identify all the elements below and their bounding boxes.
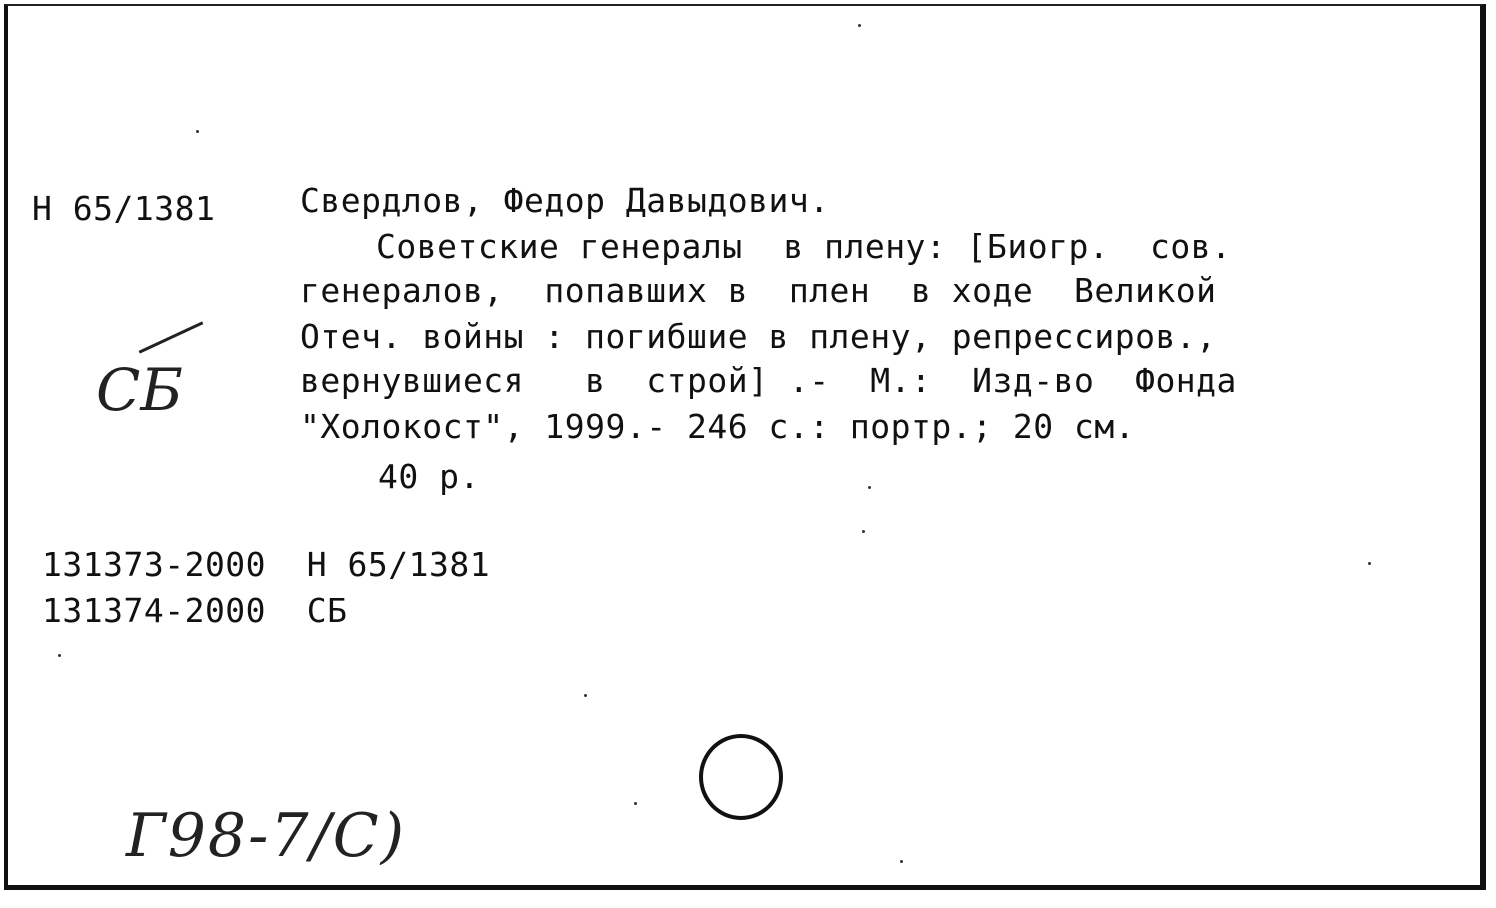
handwritten-code: Г98-7/С) (126, 801, 407, 871)
title-line: вернувшиеся в строй] .- М.: Изд-во Фонда (300, 361, 1237, 400)
inventory-location: Н 65/1381 (306, 545, 491, 584)
title-line: "Холокост", 1999.- 246 с.: портр.; 20 см. (300, 407, 1136, 446)
speck (634, 802, 637, 805)
title-line: Отеч. войны : погибшие в плену, репрессиров., (300, 317, 1217, 356)
title-line: генералов, попавших в плен в ходе Великой (300, 271, 1217, 310)
punch-hole (699, 734, 783, 820)
speck (58, 654, 61, 657)
handwritten-mark: СБ (96, 356, 183, 424)
inventory-location: СБ (306, 591, 348, 630)
speck (584, 694, 587, 697)
inventory-number: 131373-2000 (42, 545, 267, 584)
catalog-card (4, 4, 1486, 890)
speck (1368, 562, 1371, 565)
inventory-number: 131374-2000 (42, 591, 267, 630)
inventory-entry (42, 542, 490, 588)
handwritten-stroke (139, 321, 204, 353)
speck (900, 860, 903, 863)
price: 40 р. (378, 457, 480, 496)
title-line: Советские генералы в плену: [Биогр. сов. (376, 227, 1232, 266)
speck (196, 130, 199, 133)
inventory-entry (42, 588, 348, 634)
author-heading: Свердлов, Федор Давыдович. (300, 181, 830, 220)
speck (858, 24, 861, 27)
speck (868, 486, 871, 489)
call-number: Н 65/1381 (32, 189, 216, 228)
speck (862, 530, 865, 533)
